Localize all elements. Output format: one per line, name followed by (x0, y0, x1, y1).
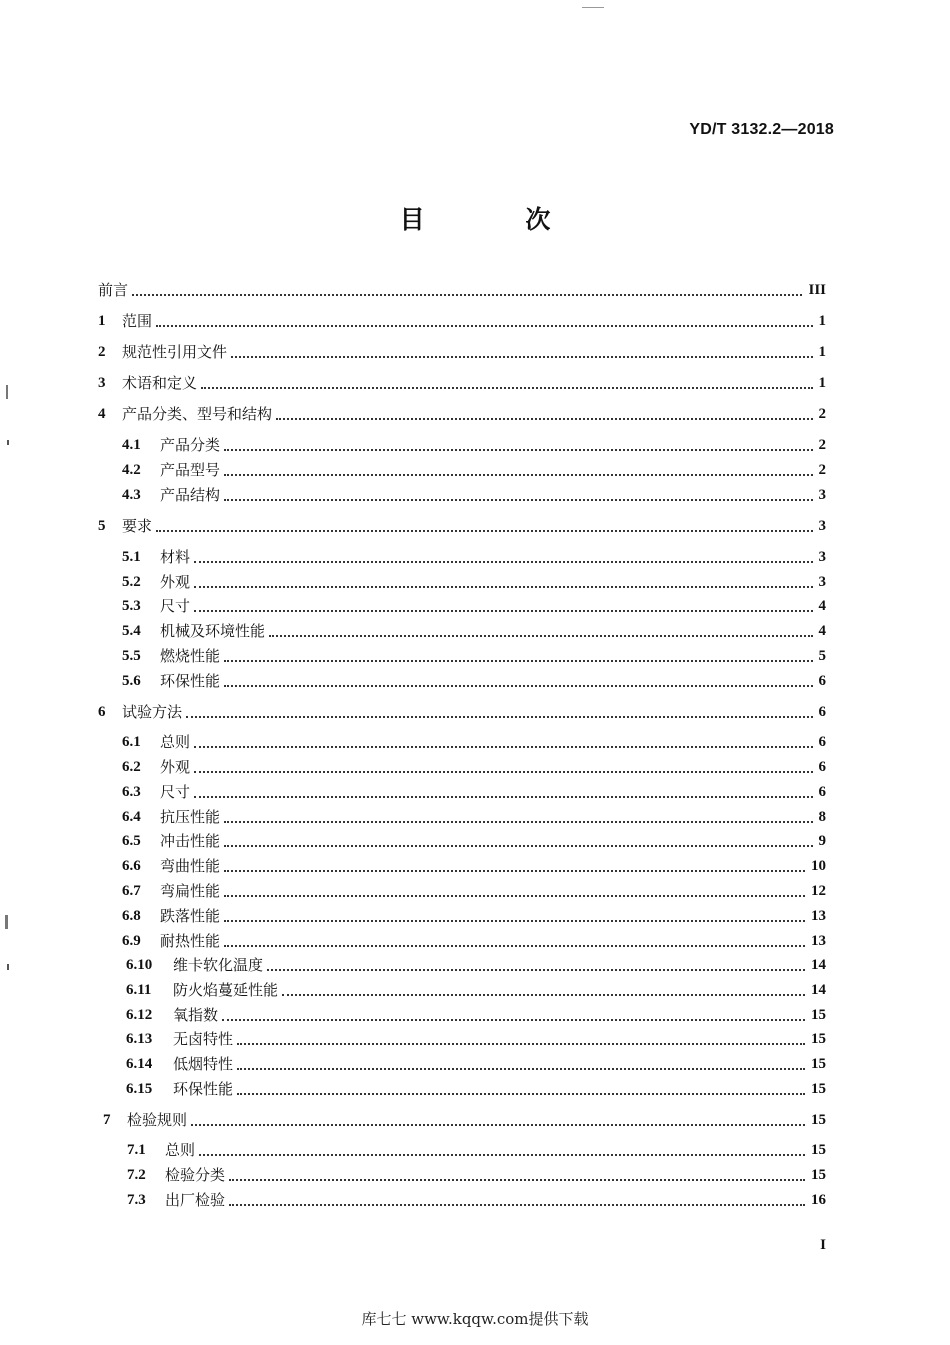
toc-entry-page: 15 (811, 1112, 826, 1128)
toc-entry-label: 出厂检验 (165, 1191, 226, 1209)
toc-entry-label: 规范性引用文件 (122, 343, 228, 361)
toc-entry-page: 9 (818, 833, 826, 849)
toc-entry-page: 6 (818, 673, 826, 689)
toc-entry-page: 15 (811, 1081, 826, 1097)
toc-entry-page: 3 (818, 574, 826, 590)
toc-entry-number: 1 (98, 313, 106, 329)
toc-entry-number: 6.6 (122, 858, 141, 874)
toc-entry[interactable] (0, 730, 950, 754)
toc-entry[interactable] (0, 433, 950, 457)
toc-entry-page: 2 (818, 437, 826, 453)
toc-entry-page: 13 (811, 908, 826, 924)
toc-entry-number: 6.3 (122, 784, 141, 800)
toc-entry[interactable] (0, 669, 950, 693)
page-number: I (820, 1237, 826, 1253)
toc-entry[interactable] (0, 371, 950, 395)
toc-entry-page: 6 (818, 734, 826, 750)
toc-entry-number: 7.2 (127, 1167, 146, 1183)
toc-entry[interactable] (0, 978, 950, 1002)
toc-dot-leader (194, 608, 812, 612)
toc-entry-number: 6.5 (122, 833, 141, 849)
toc-entry[interactable] (0, 545, 950, 569)
toc-entry-number: 6.8 (122, 908, 141, 924)
toc-dot-leader (156, 528, 812, 532)
toc-dot-leader (191, 1122, 805, 1126)
toc-entry-page: 5 (818, 648, 826, 664)
toc-entry-number: 5.3 (122, 598, 141, 614)
toc-dot-leader (237, 1091, 805, 1095)
toc-dot-leader (224, 893, 805, 897)
toc-entry[interactable] (0, 1027, 950, 1051)
toc-entry-label: 冲击性能 (160, 832, 221, 850)
toc-entry-number: 6.15 (126, 1081, 153, 1097)
toc-entry[interactable] (0, 483, 950, 507)
toc-entry-number: 5 (98, 518, 106, 534)
toc-dot-leader (231, 354, 812, 358)
toc-entry[interactable] (0, 402, 950, 426)
toc-entry[interactable] (0, 594, 950, 618)
toc-entry-page: III (808, 282, 826, 298)
toc-entry-page: 14 (811, 982, 826, 998)
toc-entry-number: 6.7 (122, 883, 141, 899)
toc-entry[interactable] (0, 700, 950, 724)
footer-watermark: 库七七 www.kqqw.com提供下载 (361, 1310, 589, 1328)
toc-entry-label: 范围 (122, 312, 153, 330)
toc-entry-number: 6.10 (126, 957, 153, 973)
toc-entry-page: 10 (811, 858, 826, 874)
toc-dot-leader (269, 633, 812, 637)
toc-entry-label: 检验规则 (127, 1111, 188, 1129)
toc-entry-number: 7.1 (127, 1142, 146, 1158)
toc-entry-page: 4 (818, 598, 826, 614)
toc-entry-page: 3 (818, 549, 826, 565)
toc-entry-label: 要求 (122, 517, 153, 535)
scan-mark (582, 7, 604, 8)
toc-entry-page: 14 (811, 957, 826, 973)
toc-dot-leader (229, 1177, 805, 1181)
toc-entry-label: 防火焰蔓延性能 (173, 981, 279, 999)
toc-entry-label: 机械及环境性能 (160, 622, 266, 640)
toc-dot-leader (199, 1152, 805, 1156)
toc-entry-number: 5.5 (122, 648, 141, 664)
toc-entry-label: 弯扁性能 (160, 882, 221, 900)
toc-entry-number: 6.14 (126, 1056, 153, 1072)
toc-entry-label: 试验方法 (122, 703, 183, 721)
scan-mark (5, 915, 8, 929)
toc-entry-page: 15 (811, 1056, 826, 1072)
toc-dot-leader (224, 868, 805, 872)
standard-code: YD/T 3132.2—2018 (689, 121, 834, 138)
toc-entry-page: 3 (818, 518, 826, 534)
toc-entry-label: 无卤特性 (173, 1030, 234, 1048)
toc-entry[interactable] (0, 619, 950, 643)
toc-entry-number: 5.6 (122, 673, 141, 689)
toc-entry-page: 3 (818, 487, 826, 503)
toc-entry-label: 燃烧性能 (160, 647, 221, 665)
toc-dot-leader (276, 416, 812, 420)
toc-entry-label: 尺寸 (160, 783, 191, 801)
toc-entry[interactable] (0, 1188, 950, 1212)
toc-entry-page: 4 (818, 623, 826, 639)
toc-dot-leader (224, 843, 812, 847)
toc-dot-leader (224, 943, 805, 947)
toc-entry-label: 检验分类 (165, 1166, 226, 1184)
toc-entry-number: 3 (98, 375, 106, 391)
toc-entry-number: 6.11 (126, 982, 152, 998)
toc-entry[interactable] (0, 458, 950, 482)
toc-entry-number: 4 (98, 406, 106, 422)
toc-entry[interactable] (0, 780, 950, 804)
toc-entry-number: 6.4 (122, 809, 141, 825)
toc-entry-label: 材料 (160, 548, 191, 566)
toc-dot-leader (224, 658, 812, 662)
toc-entry-label: 环保性能 (173, 1080, 234, 1098)
toc-entry-label: 总则 (160, 733, 191, 751)
toc-entry-page: 15 (811, 1142, 826, 1158)
page-title: 目 次 (399, 205, 597, 234)
toc-entry-number: 6.9 (122, 933, 141, 949)
toc-entry-page: 8 (818, 809, 826, 825)
toc-entry-page: 2 (818, 462, 826, 478)
toc-dot-leader (186, 714, 812, 718)
toc-entry[interactable] (0, 829, 950, 853)
toc-entry-page: 15 (811, 1031, 826, 1047)
toc-dot-leader (224, 819, 812, 823)
toc-dot-leader (282, 992, 805, 996)
toc-dot-leader (224, 918, 805, 922)
toc-entry[interactable] (0, 854, 950, 878)
toc-dot-leader (237, 1041, 805, 1045)
toc-entry-label: 抗压性能 (160, 808, 221, 826)
toc-entry-label: 外观 (160, 573, 191, 591)
toc-dot-leader (224, 497, 812, 501)
toc-dot-leader (132, 292, 802, 296)
toc-entry-label: 产品分类、型号和结构 (122, 405, 273, 423)
toc-dot-leader (229, 1202, 805, 1206)
toc-dot-leader (237, 1066, 805, 1070)
toc-entry-number: 5.4 (122, 623, 141, 639)
toc-entry-page: 1 (818, 375, 826, 391)
toc-entry-label: 总则 (165, 1141, 196, 1159)
toc-entry-label: 术语和定义 (122, 374, 198, 392)
toc-entry-page: 15 (811, 1007, 826, 1023)
toc-dot-leader (194, 794, 812, 798)
toc-entry[interactable] (0, 1077, 950, 1101)
toc-entry-label: 环保性能 (160, 672, 221, 690)
toc-entry[interactable] (0, 879, 950, 903)
toc-entry-number: 4.1 (122, 437, 141, 453)
toc-entry-number: 6.12 (126, 1007, 153, 1023)
toc-entry-page: 12 (811, 883, 826, 899)
scan-mark (6, 385, 8, 399)
toc-entry-label: 耐热性能 (160, 932, 221, 950)
toc-entry[interactable] (0, 1163, 950, 1187)
toc-dot-leader (224, 472, 812, 476)
toc-entry[interactable] (0, 278, 950, 302)
toc-entry[interactable] (0, 1052, 950, 1076)
toc-entry-label: 前言 (98, 281, 129, 299)
toc-entry[interactable] (0, 1003, 950, 1027)
toc-entry-page: 2 (818, 406, 826, 422)
toc-dot-leader (194, 584, 812, 588)
toc-entry-number: 2 (98, 344, 106, 360)
toc-entry-page: 1 (818, 313, 826, 329)
toc-entry-page: 6 (818, 704, 826, 720)
toc-dot-leader (194, 744, 812, 748)
toc-entry-number: 6.13 (126, 1031, 153, 1047)
toc-dot-leader (224, 447, 812, 451)
toc-entry-page: 6 (818, 784, 826, 800)
toc-entry-page: 1 (818, 344, 826, 360)
toc-entry-page: 13 (811, 933, 826, 949)
toc-entry-label: 弯曲性能 (160, 857, 221, 875)
toc-dot-leader (156, 323, 812, 327)
toc-entry-page: 15 (811, 1167, 826, 1183)
toc-entry[interactable] (0, 805, 950, 829)
toc-entry-number: 4.2 (122, 462, 141, 478)
toc-entry-number: 7 (103, 1112, 111, 1128)
toc-entry[interactable] (0, 755, 950, 779)
toc-entry[interactable] (0, 340, 950, 364)
toc-entry-label: 产品结构 (160, 486, 221, 504)
toc-entry-number: 5.2 (122, 574, 141, 590)
toc-dot-leader (201, 385, 812, 389)
toc-entry-label: 维卡软化温度 (173, 956, 264, 974)
toc-entry[interactable] (0, 1138, 950, 1162)
toc-entry-number: 5.1 (122, 549, 141, 565)
toc-entry-page: 16 (811, 1192, 826, 1208)
toc-entry-number: 6.1 (122, 734, 141, 750)
toc-entry[interactable] (0, 929, 950, 953)
toc-entry[interactable] (0, 1108, 950, 1132)
toc-entry-number: 7.3 (127, 1192, 146, 1208)
toc-dot-leader (222, 1017, 805, 1021)
toc-entry-number: 4.3 (122, 487, 141, 503)
toc-entry-number: 6.2 (122, 759, 141, 775)
toc-entry-label: 产品型号 (160, 461, 221, 479)
scan-mark (7, 440, 9, 445)
toc-dot-leader (224, 683, 812, 687)
toc-entry[interactable] (0, 309, 950, 333)
toc-dot-leader (194, 769, 812, 773)
toc-dot-leader (194, 559, 812, 563)
toc-entry-label: 氧指数 (173, 1006, 219, 1024)
toc-entry[interactable] (0, 904, 950, 928)
toc-entry[interactable] (0, 570, 950, 594)
toc-entry-label: 跌落性能 (160, 907, 221, 925)
toc-dot-leader (267, 967, 805, 971)
toc-entry-number: 6 (98, 704, 106, 720)
toc-entry-page: 6 (818, 759, 826, 775)
toc-entry-label: 低烟特性 (173, 1055, 234, 1073)
scan-mark (7, 964, 9, 970)
toc-entry[interactable] (0, 953, 950, 977)
toc-entry-label: 外观 (160, 758, 191, 776)
toc-entry[interactable] (0, 514, 950, 538)
toc-entry-label: 产品分类 (160, 436, 221, 454)
toc-entry-label: 尺寸 (160, 597, 191, 615)
toc-entry[interactable] (0, 644, 950, 668)
